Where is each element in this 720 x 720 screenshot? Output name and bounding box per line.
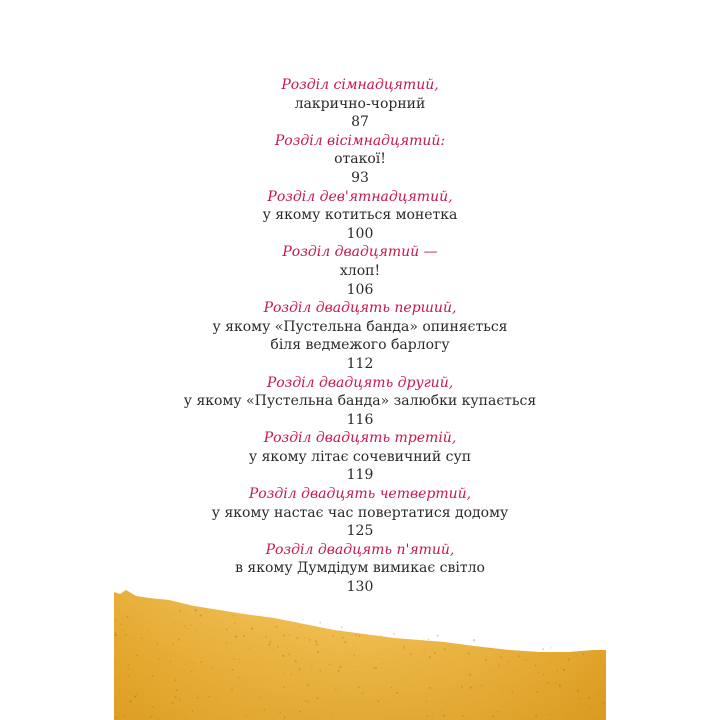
- sand-speck: [462, 715, 464, 717]
- sand-speck: [594, 718, 595, 719]
- chapter-title: Розділ вісімнадцятий:: [274, 132, 446, 149]
- sand-speck: [309, 641, 310, 642]
- sand-speck: [354, 647, 355, 648]
- sand-speck: [424, 650, 425, 651]
- sand-speck: [245, 715, 246, 716]
- sand-speck: [497, 686, 498, 687]
- sand-speck: [559, 685, 561, 687]
- sand-speck: [538, 672, 539, 673]
- sand-speck: [342, 637, 344, 639]
- page-number: 106: [346, 281, 374, 298]
- sand-speck: [184, 626, 185, 627]
- page-number: 119: [346, 467, 374, 484]
- page-number: 87: [351, 114, 369, 131]
- chapter-description: лакрично-чорний: [294, 95, 426, 112]
- sand-speck: [134, 695, 136, 697]
- sand-speck: [156, 633, 157, 634]
- sand-speck: [136, 654, 138, 656]
- sand-speck: [568, 714, 569, 715]
- sand-speck: [115, 632, 117, 634]
- sand-speck: [115, 717, 117, 719]
- toc-entry: [114, 429, 606, 485]
- sand-speck: [122, 629, 123, 630]
- sand-speck: [184, 612, 185, 613]
- chapter-description: у якому котиться монетка: [262, 207, 458, 224]
- sand-speck: [497, 711, 498, 712]
- sand-speck: [557, 670, 559, 672]
- sand-speck: [404, 647, 406, 649]
- sand-speck: [437, 635, 439, 637]
- sand-speck: [526, 659, 528, 661]
- sand-speck: [548, 661, 549, 662]
- sand-speck: [284, 716, 286, 718]
- sand-speck: [315, 640, 317, 642]
- sand-speck: [468, 653, 470, 655]
- sand-speck: [460, 669, 461, 670]
- chapter-title: Розділ сімнадцятий,: [281, 77, 439, 93]
- sand-speck: [580, 675, 581, 676]
- sand-speck: [375, 667, 377, 669]
- page-number: 112: [346, 355, 374, 372]
- sand-speck: [200, 614, 202, 616]
- sand-speck: [270, 641, 272, 643]
- sand-speck: [296, 637, 298, 639]
- chapter-title: Розділ двадцять другий,: [266, 374, 454, 391]
- sand-speck: [355, 634, 357, 636]
- sand-speck: [283, 687, 285, 689]
- sand-speck: [266, 677, 267, 678]
- sand-speck: [358, 686, 360, 688]
- sand-speck: [563, 669, 565, 671]
- sand-speck: [233, 658, 235, 660]
- sand-speck: [394, 710, 395, 711]
- chapter-description: хлоп!: [339, 262, 381, 279]
- sand-speck: [589, 707, 590, 708]
- chapter-title: Розділ дев'ятнадцятий,: [267, 188, 453, 205]
- sand-speck: [335, 689, 336, 690]
- sand-speck: [197, 697, 199, 699]
- sand-speck: [299, 626, 300, 627]
- sand-speck: [577, 690, 579, 692]
- sand-speck: [332, 715, 333, 716]
- sand-speck: [410, 653, 412, 655]
- sand-speck: [332, 635, 334, 637]
- sand-speck: [288, 635, 289, 636]
- sand-speck: [148, 627, 149, 628]
- sand-speck: [349, 655, 350, 656]
- sand-speck: [498, 664, 500, 666]
- sand-speck: [251, 663, 252, 664]
- sand-speck: [259, 697, 260, 698]
- sand-speck: [141, 637, 143, 639]
- sand-speck: [176, 689, 178, 691]
- sand-speck: [381, 635, 382, 636]
- sand-speck: [268, 644, 270, 646]
- sand-speck: [583, 654, 585, 656]
- sand-speck: [511, 691, 513, 693]
- sand-speck: [355, 671, 356, 672]
- sand-speck: [290, 674, 292, 676]
- sand-speck: [373, 656, 374, 657]
- toc-entry: [114, 374, 606, 430]
- sand-speck: [542, 674, 544, 676]
- sand-speck: [185, 664, 186, 665]
- chapter-description: у якому настає час повертатися додому: [211, 504, 509, 521]
- chapter-description: біля ведмежого барлогу: [270, 337, 450, 354]
- sand-speck: [470, 686, 472, 688]
- sand-speck: [358, 635, 360, 637]
- sand-speck: [542, 648, 544, 650]
- sand-speck: [279, 711, 281, 713]
- sand-speck: [147, 630, 148, 631]
- sand-speck: [194, 663, 195, 664]
- sand-speck: [502, 687, 503, 688]
- sand-speck: [393, 633, 395, 635]
- sand-speck: [307, 684, 309, 686]
- sand-speck: [469, 674, 471, 676]
- sand-speck: [212, 667, 213, 668]
- sand-speck: [238, 662, 239, 663]
- sand-speck: [329, 664, 331, 666]
- sand-speck: [429, 687, 431, 689]
- sand-speck: [282, 655, 284, 657]
- sand-speck: [403, 645, 405, 647]
- sand-speck: [561, 668, 562, 669]
- sand-speck: [192, 710, 194, 712]
- chapter-description: отакої!: [334, 151, 386, 168]
- toc-entry: [114, 132, 606, 188]
- sand-speck: [185, 717, 186, 718]
- sand-speck: [432, 714, 433, 715]
- sand-speck: [179, 610, 181, 612]
- sand-speck: [152, 706, 153, 707]
- sand-speck: [492, 715, 494, 717]
- sand-speck: [358, 656, 359, 657]
- sand-speck: [317, 651, 319, 653]
- sand-speck: [316, 697, 318, 699]
- sand-speck: [440, 711, 441, 712]
- sand-speck: [129, 700, 131, 702]
- sand-speck: [157, 643, 159, 645]
- sand-speck: [174, 696, 176, 698]
- chapter-title: Розділ двадцять п'ятий,: [265, 541, 455, 558]
- sand-speck: [179, 699, 181, 701]
- sand-speck: [251, 628, 253, 630]
- sand-speck: [127, 664, 129, 666]
- sand-speck: [178, 639, 180, 641]
- chapter-title: Розділ двадцять четвертий,: [248, 486, 472, 503]
- sand-speck: [226, 628, 228, 630]
- sand-speck: [309, 702, 310, 703]
- sand-speck: [485, 659, 487, 661]
- sand-speck: [373, 667, 375, 669]
- chapter-description: у якому «Пустельна банда» залюбки купається: [183, 393, 537, 410]
- sand-speck: [209, 696, 211, 698]
- sand-speck: [337, 670, 339, 672]
- sand-speck: [362, 693, 364, 695]
- sand-speck: [461, 686, 463, 688]
- sand-speck: [170, 661, 172, 663]
- sand-speck: [158, 648, 159, 649]
- sand-speck: [283, 673, 284, 674]
- sand-speck: [276, 626, 278, 628]
- sand-speck: [247, 715, 249, 717]
- sand-speck: [273, 649, 274, 650]
- sand-speck: [449, 687, 450, 688]
- sand-speck: [239, 658, 240, 659]
- sand-speck: [263, 709, 265, 711]
- sand-speck: [158, 659, 159, 660]
- toc-entry: [114, 485, 606, 541]
- sand-speck: [115, 678, 116, 679]
- table-of-contents: [114, 76, 606, 597]
- sand-speck: [568, 658, 570, 660]
- sand-speck: [541, 682, 542, 683]
- chapter-description: в якому Думдідум вимикає світло: [235, 560, 485, 577]
- sand-speck: [142, 696, 143, 697]
- sand-speck: [127, 616, 129, 618]
- sand-speck: [174, 622, 175, 623]
- toc-entry: [114, 243, 606, 299]
- sand-speck: [579, 698, 580, 699]
- sand-speck: [518, 656, 520, 658]
- sand-speck: [237, 636, 238, 637]
- sand-speck: [536, 691, 538, 693]
- sand-speck: [283, 635, 285, 637]
- sand-speck: [319, 672, 320, 673]
- sand-speck: [172, 702, 174, 704]
- sand-speck: [156, 654, 157, 655]
- sand-speck: [116, 620, 118, 622]
- sand-speck: [218, 697, 219, 698]
- sand-speck: [287, 648, 288, 649]
- sand-speck: [340, 705, 341, 706]
- chapter-description: у якому «Пустельна банда» опиняється: [212, 318, 508, 335]
- sand-speck: [556, 682, 558, 684]
- sand-speck: [172, 643, 173, 644]
- sand-speck: [473, 639, 475, 641]
- sand-speck: [150, 716, 152, 718]
- sand-speck: [337, 693, 338, 694]
- sand-speck: [165, 654, 166, 655]
- sand-speck: [427, 715, 429, 717]
- chapter-title: Розділ двадцятий —: [282, 244, 438, 261]
- sand-speck: [298, 668, 300, 670]
- sand-speck: [550, 647, 551, 648]
- sand-speck: [186, 628, 187, 629]
- chapter-title: Розділ двадцять перший,: [263, 300, 457, 317]
- sand-speck: [115, 634, 117, 636]
- sand-speck: [231, 669, 233, 671]
- sand-speck: [243, 635, 245, 637]
- sand-speck: [390, 687, 392, 689]
- sand-speck: [381, 663, 382, 664]
- sand-speck: [195, 609, 197, 611]
- sand-speck: [224, 659, 225, 660]
- sand-speck: [158, 667, 159, 668]
- sand-speck: [234, 623, 235, 624]
- sand-speck: [305, 700, 307, 702]
- sand-speck: [500, 656, 502, 658]
- sand-speck: [265, 636, 267, 638]
- sand-speck: [304, 637, 305, 638]
- sand-speck: [201, 623, 202, 624]
- sand-speck: [200, 661, 202, 663]
- sand-speck: [319, 670, 321, 672]
- sand-speck: [288, 653, 290, 655]
- sand-speck: [294, 660, 296, 662]
- toc-entry: [114, 188, 606, 244]
- sand-speck: [439, 664, 440, 665]
- sand-speck: [476, 685, 477, 686]
- sand-speck: [428, 639, 429, 640]
- sand-speck: [339, 666, 341, 668]
- page-number: 116: [346, 411, 374, 428]
- sand-speck: [308, 701, 309, 702]
- sand-speck: [354, 654, 356, 656]
- sand-speck: [190, 625, 191, 626]
- sand-speck: [302, 619, 303, 620]
- sand-speck: [175, 679, 177, 681]
- sand-speck: [319, 622, 321, 624]
- sand-speck: [136, 694, 138, 696]
- sand-speck: [233, 615, 234, 616]
- sand-speck: [316, 643, 318, 645]
- page-number: 125: [346, 523, 374, 540]
- sand-speck: [550, 714, 551, 715]
- sand-speck: [169, 646, 170, 647]
- sand-speck: [277, 646, 279, 648]
- sand-speck: [344, 641, 346, 643]
- sand-speck: [443, 715, 445, 717]
- sand-speck: [124, 715, 126, 717]
- sand-speck: [196, 630, 198, 632]
- sand-speck: [341, 626, 343, 628]
- sand-speck: [249, 648, 250, 649]
- sand-speck: [226, 642, 227, 643]
- chapter-title: Розділ двадцять третій,: [263, 430, 457, 447]
- sand-speck: [128, 675, 130, 677]
- chapter-description: у якому літає сочевичний суп: [248, 448, 472, 465]
- sand-speck: [121, 624, 122, 625]
- sand-speck: [377, 700, 379, 702]
- sand-speck: [508, 661, 510, 663]
- sand-speck: [125, 634, 127, 636]
- sand-dune-illustration: [114, 580, 606, 720]
- sand-speck: [547, 682, 549, 684]
- sand-speck: [535, 715, 537, 717]
- toc-entry: [114, 76, 606, 132]
- sand-speck: [132, 619, 133, 620]
- sand-speck: [152, 675, 154, 677]
- sand-speck: [602, 702, 604, 704]
- sand-speck: [231, 689, 233, 691]
- sand-speck: [548, 689, 549, 690]
- page-number: 100: [346, 225, 374, 242]
- sand-speck: [505, 686, 506, 687]
- sand-speck: [244, 612, 245, 613]
- sand-speck: [534, 665, 536, 667]
- sand-speck: [299, 711, 301, 713]
- sand-speck: [481, 685, 483, 687]
- sand-speck: [191, 671, 193, 673]
- sand-speck: [131, 652, 132, 653]
- sand-speck: [429, 656, 431, 658]
- sand-speck: [396, 692, 398, 694]
- sand-speck: [128, 668, 129, 669]
- sand-speck: [239, 677, 241, 679]
- sand-speck: [426, 700, 428, 702]
- sand-speck: [588, 697, 590, 699]
- page-number: 130: [346, 579, 374, 596]
- page-number: 93: [351, 169, 369, 186]
- sand-speck: [598, 693, 599, 694]
- toc-entry: [114, 299, 606, 373]
- sand-speck: [489, 648, 490, 649]
- sand-speck: [514, 671, 515, 672]
- sand-speck: [311, 665, 312, 666]
- book-page: [114, 0, 606, 720]
- sand-speck: [434, 652, 436, 654]
- sand-speck: [444, 648, 446, 650]
- sand-speck: [309, 639, 311, 641]
- sand-speck: [416, 669, 417, 670]
